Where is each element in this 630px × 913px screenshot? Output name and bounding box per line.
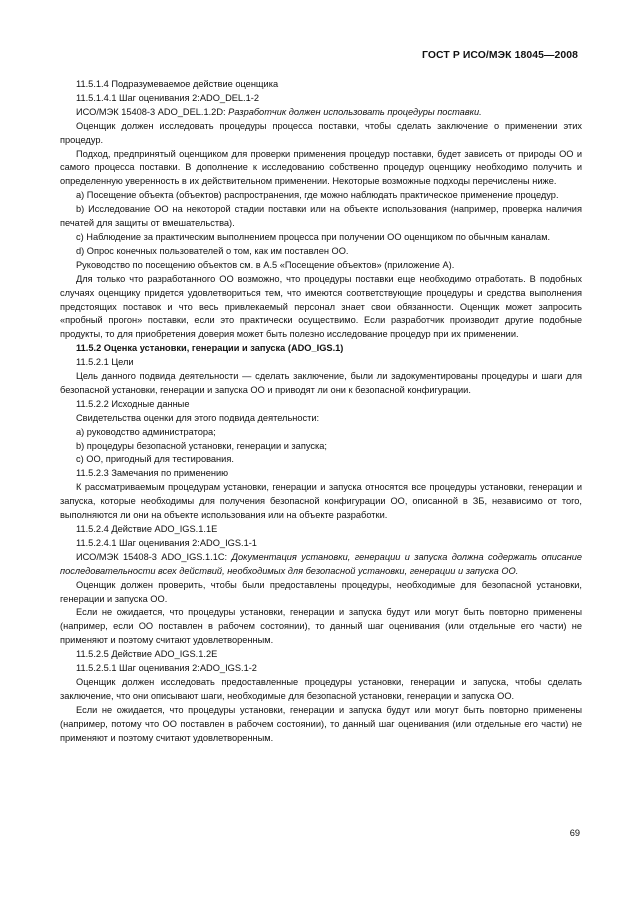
paragraph: Если не ожидается, что процедуры установки, генерации и запуска будут или могут быть повторно применены (например, потому что ОО поставлен в рабочем состоянии), то данный шаг оценивания (или отдельные его части) не применяют и поэтому считают удовлетворенным. — [60, 704, 582, 743]
list-item: b) Исследование ОО на некоторой стадии поставки или на объекте использования (например, проверка наличия печатей для защиты от вмешательства). — [60, 204, 582, 229]
list-item: b) процедуры безопасной установки, генерации и запуска; — [76, 440, 327, 451]
page-body — [60, 78, 582, 746]
paragraph: Подход, предпринятый оценщиком для проверки применения процедур поставки, будет зависеть от природы ОО и самого процесса поставки. В дополнение к исследованию собственно процедур оценщику необходимо получить и определенную уверенность в их действительном применении. Некоторые возможные подходы перечислены ниже. — [60, 148, 582, 187]
paragraph: 11.5.1.4 Подразумеваемое действие оценщика — [76, 79, 279, 89]
paragraph: 11.5.2.3 Замечания по применению — [76, 468, 229, 479]
paragraph: 11.5.1.4.1 Шаг оценивания 2:ADO_DEL.1-2 — [76, 92, 259, 103]
list-item: а) Посещение объекта (объектов) распространения, где можно наблюдать практическое применение процедур. — [76, 190, 559, 201]
paragraph: Руководство по посещению объектов см. в А.5 «Посещение объектов» (приложение А). — [76, 259, 455, 270]
paragraph: Цель данного подвида деятельности — сделать заключение, были ли задокументированы процедуры и шаги для безопасной установки, генерации и запуска ОО и приводят ли они к безопасной конфигурации. — [60, 371, 582, 395]
paragraph: 11.5.2.2 Исходные данные — [76, 398, 190, 409]
requirement-ref: ИСО/МЭК 15408-3 ADO_DEL.1.2D: — [76, 106, 229, 117]
list-item: с) ОО, пригодный для тестирования. — [76, 454, 234, 465]
requirement-ref: ИСО/МЭК 15408-3 ADO_IGS.1.1C: — [76, 551, 232, 562]
paragraph: Если не ожидается, что процедуры установки, генерации и запуска будут или могут быть повторно применены (например, если ОО поставлен в рабочем состоянии), то данный шаг оценивания (или отдельные его части) не применяют и поэтому считают удовлетворенным. — [60, 607, 582, 646]
paragraph: Свидетельства оценки для этого подвида деятельности: — [76, 412, 320, 423]
paragraph: 11.5.2.4 Действие ADO_IGS.1.1E — [76, 524, 218, 534]
paragraph: Оценщик должен исследовать процедуры процесса поставки, чтобы сделать заключение о применении этих процедур. — [60, 120, 582, 145]
paragraph: Оценщик должен проверить, чтобы были предоставлены процедуры, необходимые для безопасной установки, генерации и запуска ОО. — [60, 579, 582, 604]
paragraph: Оценщик должен исследовать предоставленные процедуры установки, генерации и запуска, чтобы сделать заключение, что они описывают шаги, необходимые для безопасной установки, генерации и запуска ОО. — [60, 676, 582, 701]
paragraph: 11.5.2.5.1 Шаг оценивания 2:ADO_IGS.1-2 — [76, 663, 257, 674]
paragraph: К рассматриваемым процедурам установки, генерации и запуска относятся все процедуры установки, генерации и запуска, которые необходимы для получения безопасной конфигурации ОО, описанной в ЗБ, независимо от того, выполняются ли они на объекте использования или на объекте разработки. — [60, 482, 582, 521]
section-heading: 11.5.2 Оценка установки, генерации и запуска (ADO_IGS.1) — [76, 343, 344, 354]
document-header: ГОСТ Р ИСО/МЭК 18045—2008 — [422, 50, 578, 61]
paragraph: 11.5.2.1 Цели — [76, 357, 134, 368]
paragraph — [60, 106, 582, 120]
requirement-text: Документация установки, генерации и запуска должна содержать описание последовательности всех действий, необходимых для безопасной установки, генерации и запуска ОО. — [60, 551, 582, 576]
list-item: с) Наблюдение за практическим выполнением процесса при получении ОО оценщиком по обычным каналам. — [76, 231, 551, 242]
paragraph: 11.5.2.4.1 Шаг оценивания 2:ADO_IGS.1-1 — [76, 537, 257, 548]
paragraph: 11.5.2.5 Действие ADO_IGS.1.2E — [76, 649, 218, 660]
paragraph — [60, 551, 582, 579]
list-item: а) руководство администратора; — [76, 426, 216, 437]
page-number: 69 — [569, 828, 580, 838]
requirement-text: Разработчик должен использовать процедуры поставки. — [228, 106, 482, 117]
list-item: d) Опрос конечных пользователей о том, как им поставлен ОО. — [76, 245, 349, 256]
paragraph: Для только что разработанного ОО возможно, что процедуры поставки еще необходимо отработать. В подобных случаях оценщику придется удовлетвориться тем, что имеются соответствующие процедуры и средства выполнения предстоящих поставок и что весь привлекаемый персонал знает свои обязанности. Оценщик может запросить «пробный прогон» поставки, если это практически осуществимо. Если разработчик производит другие подобные продукты, то для приобретения доверия может быть полезно исследование процедур при их применении. — [60, 273, 582, 340]
